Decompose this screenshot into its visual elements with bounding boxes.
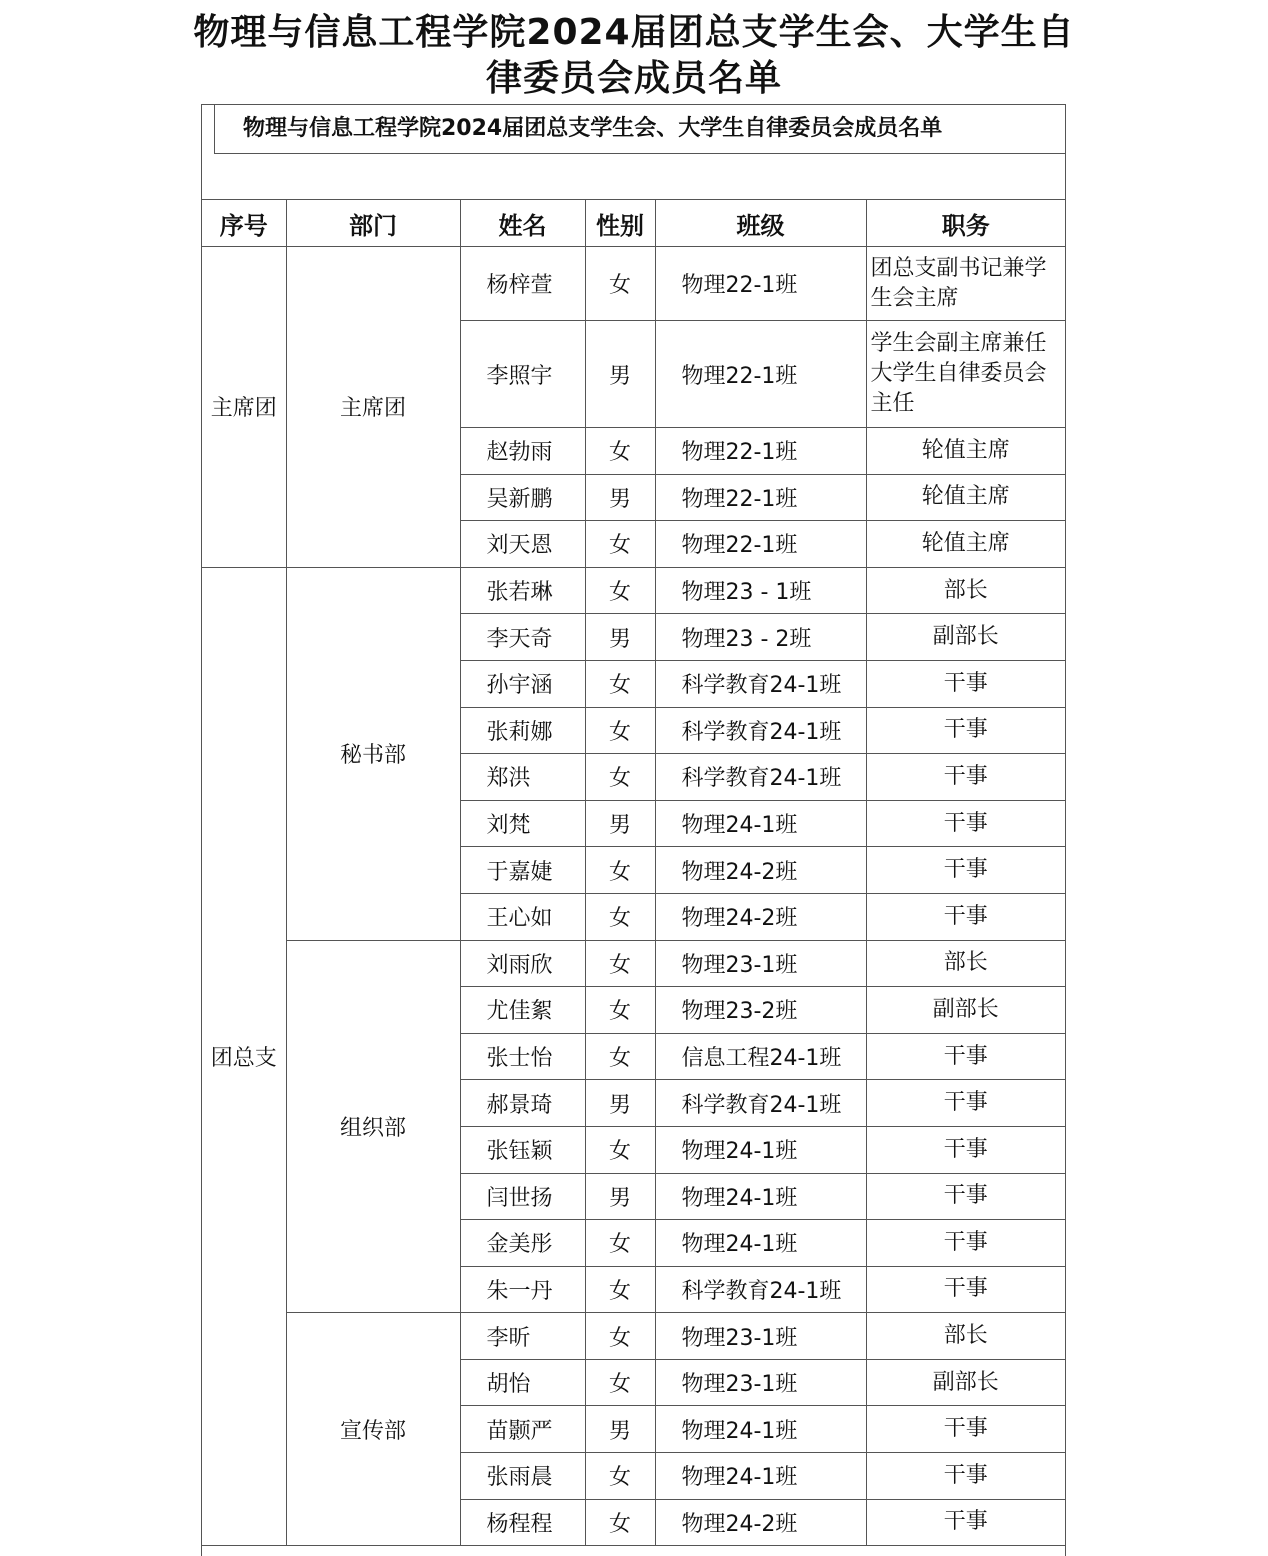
- member-class: 科学教育24-1班: [655, 1080, 866, 1127]
- member-class: 物理24-1班: [655, 1453, 866, 1500]
- member-role: 干事: [866, 1406, 1065, 1453]
- table-row: [202, 247, 1065, 321]
- member-gender: 女: [585, 247, 655, 321]
- header-name: 姓名: [460, 200, 585, 247]
- member-role: 干事: [866, 1173, 1065, 1220]
- member-name: 闫世扬: [460, 1173, 585, 1220]
- member-role: 干事: [866, 660, 1065, 707]
- member-class: 物理22-1班: [655, 521, 866, 568]
- member-name: 刘梵: [460, 800, 585, 847]
- member-role: 干事: [866, 800, 1065, 847]
- member-gender: 女: [585, 940, 655, 987]
- member-name: 张士怡: [460, 1033, 585, 1080]
- member-name: 郑洪: [460, 754, 585, 801]
- member-gender: 女: [585, 1499, 655, 1546]
- member-role: 部长: [866, 1313, 1065, 1360]
- member-name: 孙宇涵: [460, 660, 585, 707]
- member-role: 副部长: [866, 987, 1065, 1034]
- member-class: 物理24-1班: [655, 1126, 866, 1173]
- member-name: 张莉娜: [460, 707, 585, 754]
- member-gender: 女: [585, 1266, 655, 1313]
- member-class: 物理22-1班: [655, 247, 866, 321]
- member-name: 郝景琦: [460, 1080, 585, 1127]
- member-class: 信息工程24-1班: [655, 1033, 866, 1080]
- department-cell: 秘书部: [286, 567, 460, 940]
- member-role: 干事: [866, 847, 1065, 894]
- header-row: [202, 200, 1065, 247]
- member-gender: 女: [585, 1126, 655, 1173]
- group-cell: 主席团: [202, 247, 286, 568]
- member-role: 干事: [866, 754, 1065, 801]
- member-class: 物理22-1班: [655, 474, 866, 521]
- member-class: 物理22-1班: [655, 321, 866, 428]
- member-role: 干事: [866, 1499, 1065, 1546]
- member-class: 物理22-1班: [655, 428, 866, 475]
- member-role: 轮值主席: [866, 428, 1065, 475]
- member-role: 团总支副书记兼学生会主席: [866, 247, 1065, 321]
- member-class: 物理24-2班: [655, 893, 866, 940]
- member-name: 张若琳: [460, 567, 585, 614]
- member-name: 金美彤: [460, 1220, 585, 1267]
- member-gender: 女: [585, 428, 655, 475]
- member-gender: 男: [585, 614, 655, 661]
- member-class: 科学教育24-1班: [655, 660, 866, 707]
- member-gender: 女: [585, 754, 655, 801]
- member-name: 杨程程: [460, 1499, 585, 1546]
- member-gender: 女: [585, 1313, 655, 1360]
- member-class: 物理24-2班: [655, 1499, 866, 1546]
- header-class: 班级: [655, 200, 866, 247]
- member-class: 物理23-1班: [655, 940, 866, 987]
- member-name: 朱一丹: [460, 1266, 585, 1313]
- header-seq: 序号: [202, 200, 286, 247]
- member-role: 轮值主席: [866, 521, 1065, 568]
- member-class: 科学教育24-1班: [655, 707, 866, 754]
- member-name: 胡怡: [460, 1359, 585, 1406]
- member-name: 尤佳絮: [460, 987, 585, 1034]
- member-role: 干事: [866, 1220, 1065, 1267]
- member-gender: 女: [585, 707, 655, 754]
- table-row: [202, 567, 1065, 614]
- member-name: 于嘉婕: [460, 847, 585, 894]
- department-cell: 主席团: [286, 247, 460, 568]
- member-gender: 女: [585, 1220, 655, 1267]
- member-gender: 男: [585, 1406, 655, 1453]
- member-role: 副部长: [866, 614, 1065, 661]
- member-class: 物理23-2班: [655, 987, 866, 1034]
- member-gender: 女: [585, 521, 655, 568]
- header-role: 职务: [866, 200, 1065, 247]
- member-class: 科学教育24-1班: [655, 1266, 866, 1313]
- member-gender: 女: [585, 1359, 655, 1406]
- member-role: 部长: [866, 567, 1065, 614]
- member-name: 刘天恩: [460, 521, 585, 568]
- member-name: 刘雨欣: [460, 940, 585, 987]
- member-role: 干事: [866, 707, 1065, 754]
- member-name: 李昕: [460, 1313, 585, 1360]
- member-name: 李天奇: [460, 614, 585, 661]
- roster-body: [202, 200, 1065, 1546]
- member-gender: 女: [585, 660, 655, 707]
- member-name: 张雨晨: [460, 1453, 585, 1500]
- member-name: 王心如: [460, 893, 585, 940]
- table-row: [202, 940, 1065, 987]
- member-class: 物理24-1班: [655, 1220, 866, 1267]
- member-gender: 男: [585, 321, 655, 428]
- member-class: 物理24-1班: [655, 1406, 866, 1453]
- member-class: 物理24-2班: [655, 847, 866, 894]
- member-name: 吴新鹏: [460, 474, 585, 521]
- member-class: 科学教育24-1班: [655, 754, 866, 801]
- member-name: 李照宇: [460, 321, 585, 428]
- member-class: 物理24-1班: [655, 1173, 866, 1220]
- title-line-2: 律委员会成员名单: [485, 58, 782, 99]
- member-role: 干事: [866, 1453, 1065, 1500]
- member-gender: 女: [585, 1453, 655, 1500]
- member-gender: 男: [585, 1080, 655, 1127]
- header-dept: 部门: [286, 200, 460, 247]
- document-title: [0, 10, 1268, 102]
- member-role: 部长: [866, 940, 1065, 987]
- department-cell: 宣传部: [286, 1313, 460, 1546]
- member-class: 物理24-1班: [655, 800, 866, 847]
- member-role: 干事: [866, 1266, 1065, 1313]
- member-class: 物理23-1班: [655, 1359, 866, 1406]
- member-class: 物理23 - 1班: [655, 567, 866, 614]
- member-gender: 女: [585, 847, 655, 894]
- member-role: 轮值主席: [866, 474, 1065, 521]
- member-gender: 男: [585, 800, 655, 847]
- member-role: 干事: [866, 1080, 1065, 1127]
- member-gender: 男: [585, 474, 655, 521]
- group-cell: 团总支: [202, 567, 286, 1545]
- member-gender: 女: [585, 893, 655, 940]
- member-role: 干事: [866, 1126, 1065, 1173]
- table-subtitle: 物理与信息工程学院2024届团总支学生会、大学生自律委员会成员名单: [214, 105, 1066, 154]
- header-gender: 性别: [585, 200, 655, 247]
- member-role: 副部长: [866, 1359, 1065, 1406]
- member-name: 杨梓萱: [460, 247, 585, 321]
- member-name: 赵勃雨: [460, 428, 585, 475]
- table-row: [202, 1313, 1065, 1360]
- member-role: 学生会副主席兼任大学生自律委员会主任: [866, 321, 1065, 428]
- member-gender: 女: [585, 987, 655, 1034]
- member-gender: 女: [585, 1033, 655, 1080]
- member-name: 张钰颖: [460, 1126, 585, 1173]
- member-class: 物理23-1班: [655, 1313, 866, 1360]
- member-class: 物理23 - 2班: [655, 614, 866, 661]
- title-line-1: 物理与信息工程学院2024届团总支学生会、大学生自: [193, 12, 1075, 53]
- member-role: 干事: [866, 1033, 1065, 1080]
- member-name: 苗颢严: [460, 1406, 585, 1453]
- member-gender: 女: [585, 567, 655, 614]
- member-role: 干事: [866, 893, 1065, 940]
- roster-sheet: [201, 104, 1066, 1556]
- department-cell: 组织部: [286, 940, 460, 1313]
- roster-table: [202, 199, 1065, 1546]
- member-gender: 男: [585, 1173, 655, 1220]
